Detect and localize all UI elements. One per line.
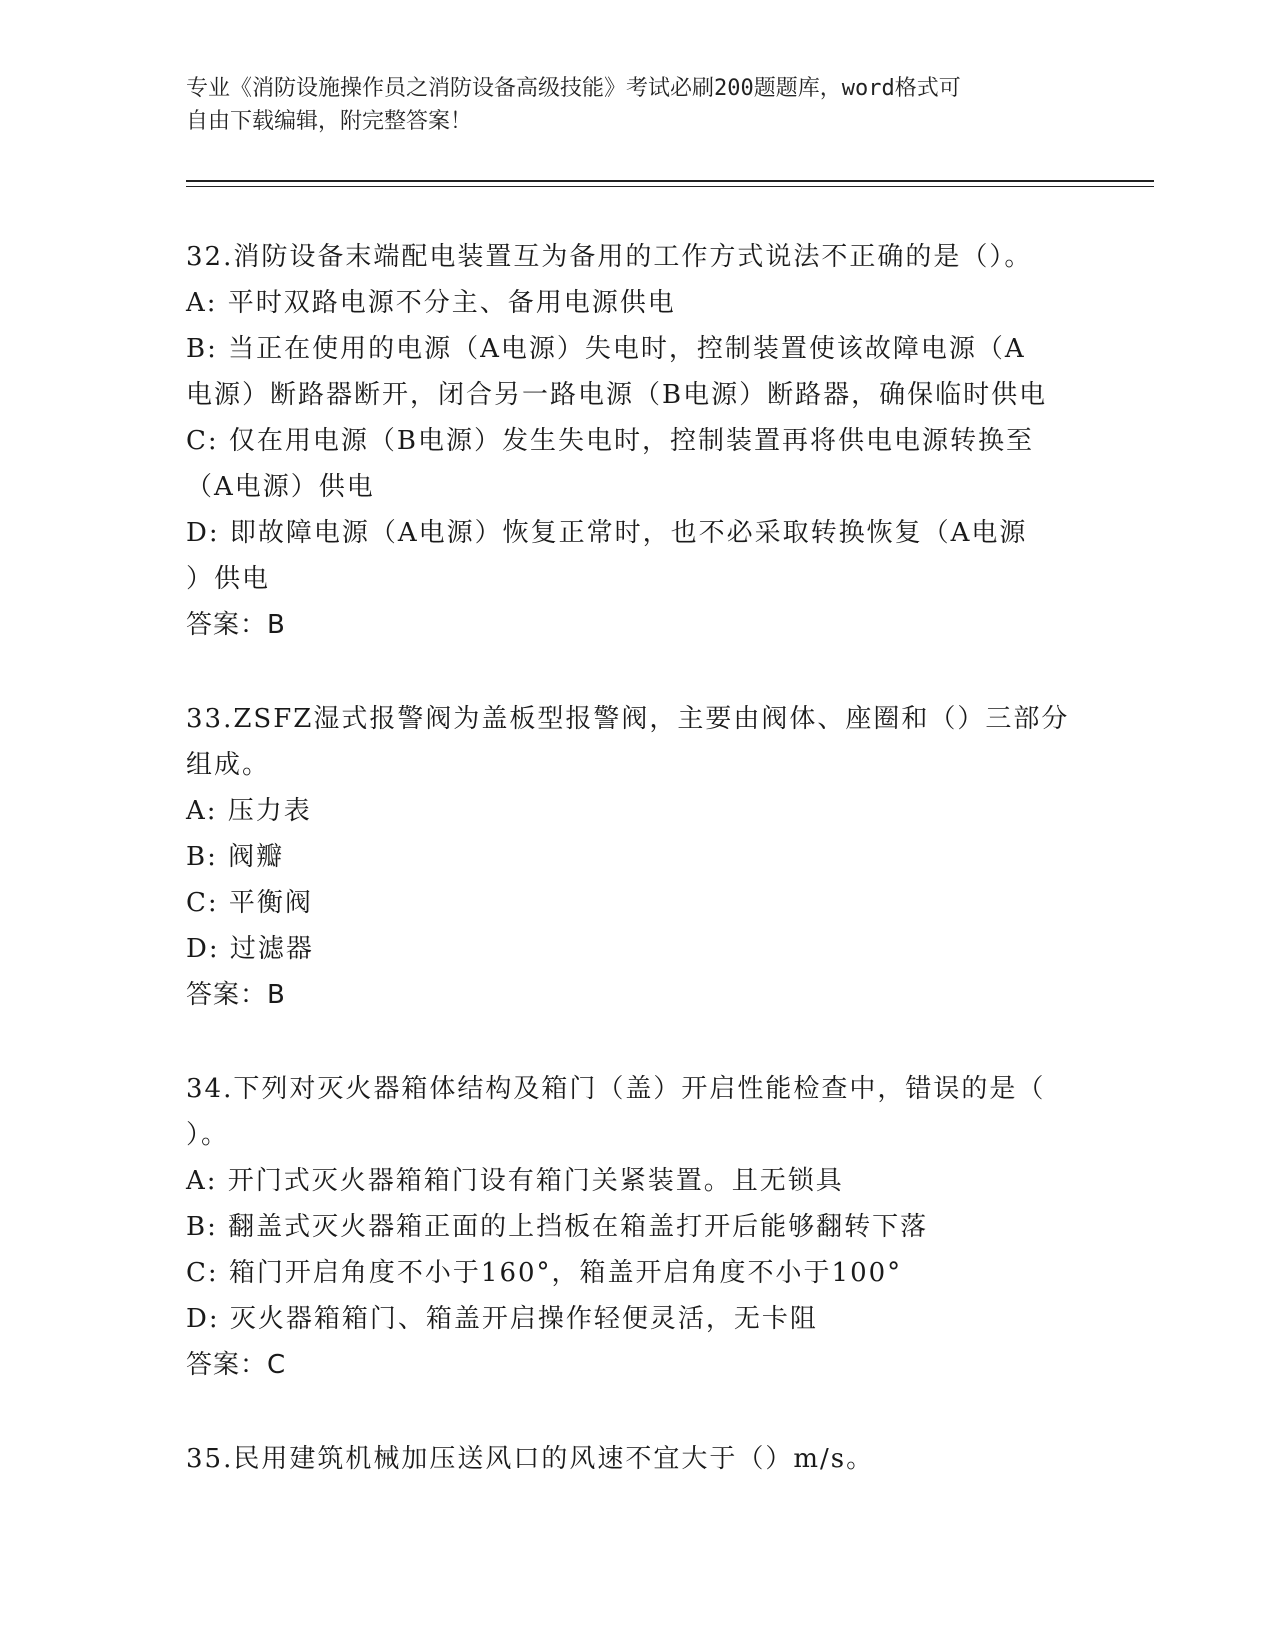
document-header bbox=[186, 72, 1066, 138]
option-b: B: 当正在使用的电源（A电源）失电时，控制装置使该故障电源（A bbox=[186, 334, 1026, 364]
option-c-cont: （A电源）供电 bbox=[186, 472, 375, 502]
option-c: C: 箱门开启角度不小于160°，箱盖开启角度不小于100° bbox=[186, 1258, 903, 1288]
question-32 bbox=[186, 234, 1086, 648]
option-a: A: 压力表 bbox=[186, 796, 312, 826]
option-d: D: 即故障电源（A电源）恢复正常时，也不必采取转换恢复（A电源 bbox=[186, 518, 1028, 548]
option-b-cont: 电源）断路器断开，闭合另一路电源（B电源）断路器，确保临时供电 bbox=[186, 380, 1048, 410]
header-divider-thick bbox=[186, 180, 1154, 182]
option-b: B: 翻盖式灭火器箱正面的上挡板在箱盖打开后能够翻转下落 bbox=[186, 1212, 929, 1242]
option-b: B: 阀瓣 bbox=[186, 842, 285, 872]
option-d: D: 灭火器箱箱门、箱盖开启操作轻便灵活，无卡阻 bbox=[186, 1304, 818, 1334]
question-stem-cont: ）。 bbox=[186, 1120, 230, 1150]
option-d: D: 过滤器 bbox=[186, 934, 314, 964]
question-34 bbox=[186, 1066, 1086, 1388]
option-d-cont: ）供电 bbox=[186, 564, 271, 594]
option-a: A: 平时双路电源不分主、备用电源供电 bbox=[186, 288, 676, 318]
question-stem: 35.民用建筑机械加压送风口的风速不宜大于（）m/s。 bbox=[186, 1444, 875, 1474]
header-line-2: 自由下载编辑，附完整答案！ bbox=[186, 109, 473, 134]
option-a: A: 开门式灭火器箱箱门设有箱门关紧装置。且无锁具 bbox=[186, 1166, 844, 1196]
question-stem-cont: 组成。 bbox=[186, 750, 271, 780]
option-c: C: 平衡阀 bbox=[186, 888, 313, 918]
answer: 答案：B bbox=[186, 980, 286, 1010]
question-stem: 34.下列对灭火器箱体结构及箱门（盖）开启性能检查中，错误的是（ bbox=[186, 1074, 1046, 1104]
header-divider-thin bbox=[186, 186, 1154, 187]
question-33 bbox=[186, 696, 1086, 1018]
answer: 答案：C bbox=[186, 1350, 287, 1380]
question-stem: 32.消防设备末端配电装置互为备用的工作方式说法不正确的是（）。 bbox=[186, 242, 1033, 272]
question-list bbox=[186, 234, 1086, 1482]
question-stem: 33.ZSFZ湿式报警阀为盖板型报警阀，主要由阀体、座圈和（）三部分 bbox=[186, 704, 1070, 734]
question-35 bbox=[186, 1436, 1086, 1482]
answer: 答案：B bbox=[186, 610, 286, 640]
option-c: C: 仅在用电源（B电源）发生失电时，控制装置再将供电电源转换至 bbox=[186, 426, 1035, 456]
header-line-1: 专业《消防设施操作员之消防设备高级技能》考试必刷200题题库，word格式可 bbox=[186, 76, 961, 101]
